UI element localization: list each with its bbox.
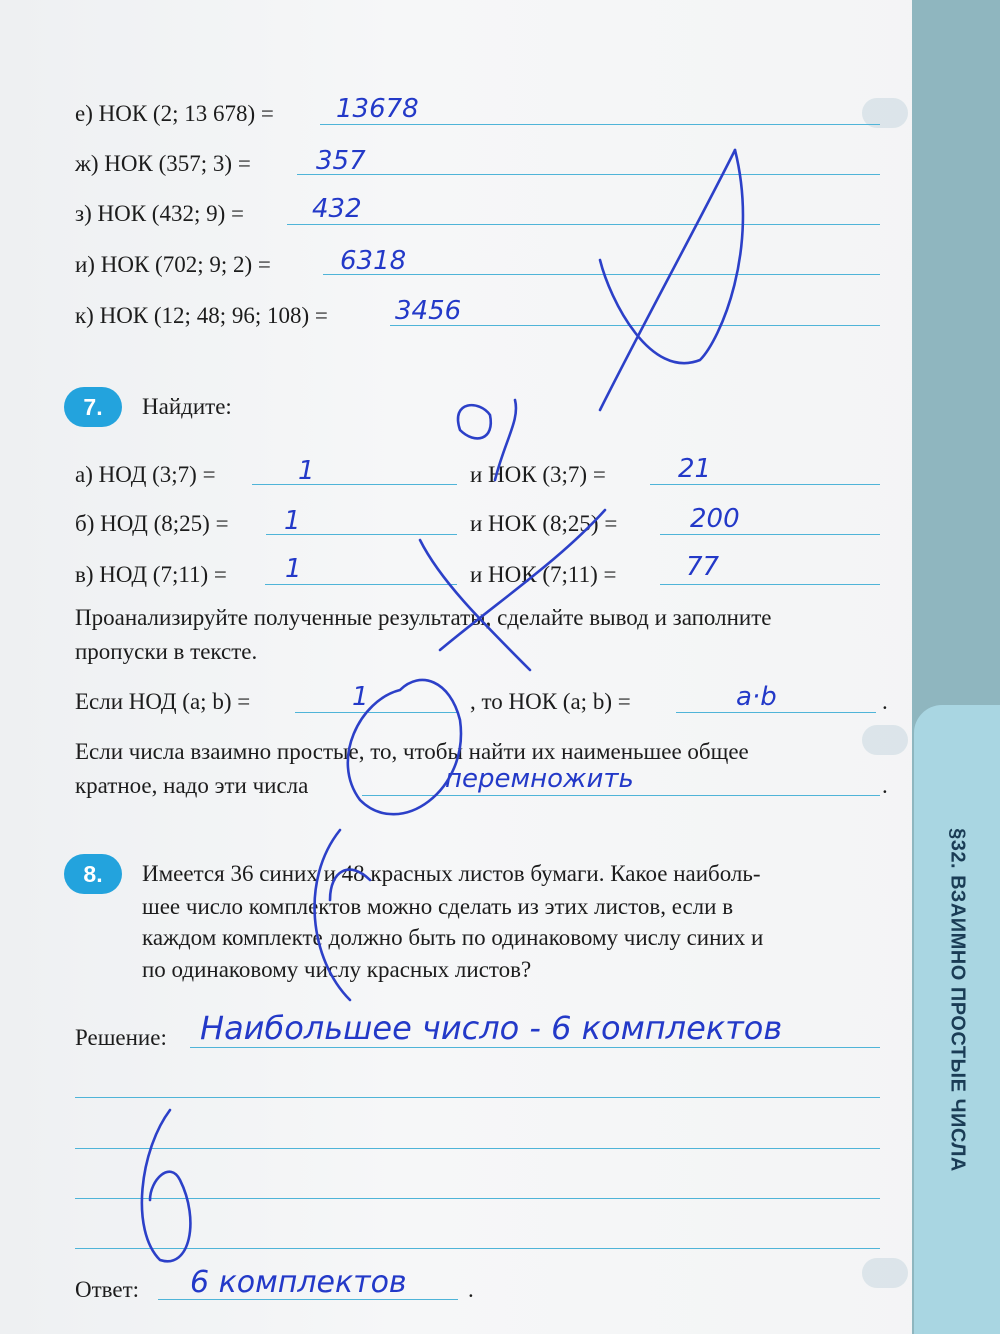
answer-line: [252, 484, 457, 485]
solution-line-3: [75, 1148, 880, 1149]
lcm-a-label: и НОК (3;7) =: [470, 462, 606, 487]
if-gcd-answer[interactable]: 1: [352, 682, 369, 712]
lcm-item-z-answer[interactable]: 432: [312, 194, 362, 224]
gcd-a-label: а) НОД (3;7) =: [75, 462, 216, 487]
lcm-item-k-label: к) НОК (12; 48; 96; 108) =: [75, 303, 328, 328]
answer-line: [660, 534, 880, 535]
solution-line-1: [190, 1047, 880, 1048]
instruction-line-1: Проанализируйте полученные результаты, сделайте вывод и заполните: [75, 605, 772, 630]
gcd-a-answer[interactable]: 1: [298, 456, 315, 486]
lcm-c-label: и НОК (7;11) =: [470, 562, 617, 587]
answer-line: [297, 174, 880, 175]
answer-line: [650, 484, 880, 485]
lcm-item-i-answer[interactable]: 6318: [340, 246, 407, 276]
task-8-line-4: по одинаковому числу красных листов?: [142, 957, 532, 982]
task-7-badge: 7.: [64, 387, 122, 427]
scribble-stroke: [142, 1110, 191, 1261]
lcm-item-e-answer[interactable]: 13678: [336, 94, 419, 124]
section-label: §32. ВЗАИМНО ПРОСТЫЕ ЧИСЛА: [946, 828, 969, 1172]
answer-line: [362, 795, 880, 796]
coprime-line-2: кратное, надо эти числа: [75, 773, 309, 798]
solution-answer[interactable]: Наибольшее число - 6 комплектов: [200, 1009, 783, 1047]
lcm-item-e-label: е) НОК (2; 13 678) =: [75, 101, 274, 126]
scribble-stroke: [600, 150, 735, 410]
gcd-c-label: в) НОД (7;11) =: [75, 562, 227, 587]
lcm-item-zh-label: ж) НОК (357; 3) =: [75, 151, 251, 176]
lcm-b-label: и НОК (8;25) =: [470, 511, 618, 536]
answer-line: [265, 584, 457, 585]
lcm-item-k-answer[interactable]: 3456: [395, 296, 462, 326]
lcm-item-i-label: и) НОК (702; 9; 2) =: [75, 252, 271, 277]
task-8-line-3: каждом комплекте должно быть по одинаковому числу синих и: [142, 925, 764, 950]
end-dot-2: .: [882, 773, 888, 798]
solution-line-5: [75, 1248, 880, 1249]
answer-line: [295, 712, 458, 713]
gcd-b-answer[interactable]: 1: [284, 506, 301, 536]
scribble-stroke: [600, 150, 743, 363]
gcd-b-label: б) НОД (8;25) =: [75, 511, 229, 536]
task-8-badge: 8.: [64, 854, 122, 894]
instruction-line-2: пропуски в тексте.: [75, 639, 258, 664]
answer-line: [320, 124, 880, 125]
lcm-a-answer[interactable]: 21: [678, 454, 712, 484]
task-7-title: Найдите:: [142, 394, 232, 419]
solution-line-4: [75, 1198, 880, 1199]
answer-line: [390, 325, 880, 326]
answer-line: [323, 274, 880, 275]
solution-label: Решение:: [75, 1025, 167, 1050]
lcm-item-zh-answer[interactable]: 357: [316, 146, 366, 176]
end-dot: .: [882, 689, 888, 714]
answer-line: [287, 224, 880, 225]
task-8-line-1: Имеется 36 синих и 48 красных листов бумаги. Какое наиболь-: [142, 861, 761, 886]
ghost-mark: [862, 1258, 908, 1288]
lcm-item-z-label: з) НОК (432; 9) =: [75, 201, 244, 226]
solution-line-2: [75, 1097, 880, 1098]
then-lcm-answer[interactable]: a·b: [736, 682, 777, 712]
lcm-b-answer[interactable]: 200: [690, 504, 740, 534]
scribble-stroke: [458, 405, 491, 438]
answer-value[interactable]: 6 комплектов: [190, 1265, 407, 1300]
answer-line: [660, 584, 880, 585]
if-gcd-label: Если НОД (a; b) =: [75, 689, 251, 714]
then-lcm-label: , то НОК (a; b) =: [470, 689, 631, 714]
coprime-answer[interactable]: перемножить: [445, 764, 634, 794]
gcd-c-answer[interactable]: 1: [285, 554, 302, 584]
lcm-c-answer[interactable]: 77: [686, 552, 720, 582]
task-8-line-2: шее число комплектов можно сделать из этих листов, если в: [142, 894, 734, 919]
coprime-line-1-text: Если числа взаимно простые, то, чтобы найти их наименьшее общее: [75, 739, 749, 764]
answer-line: [676, 712, 876, 713]
answer-label: Ответ:: [75, 1277, 140, 1302]
answer-end-dot: .: [468, 1277, 474, 1302]
